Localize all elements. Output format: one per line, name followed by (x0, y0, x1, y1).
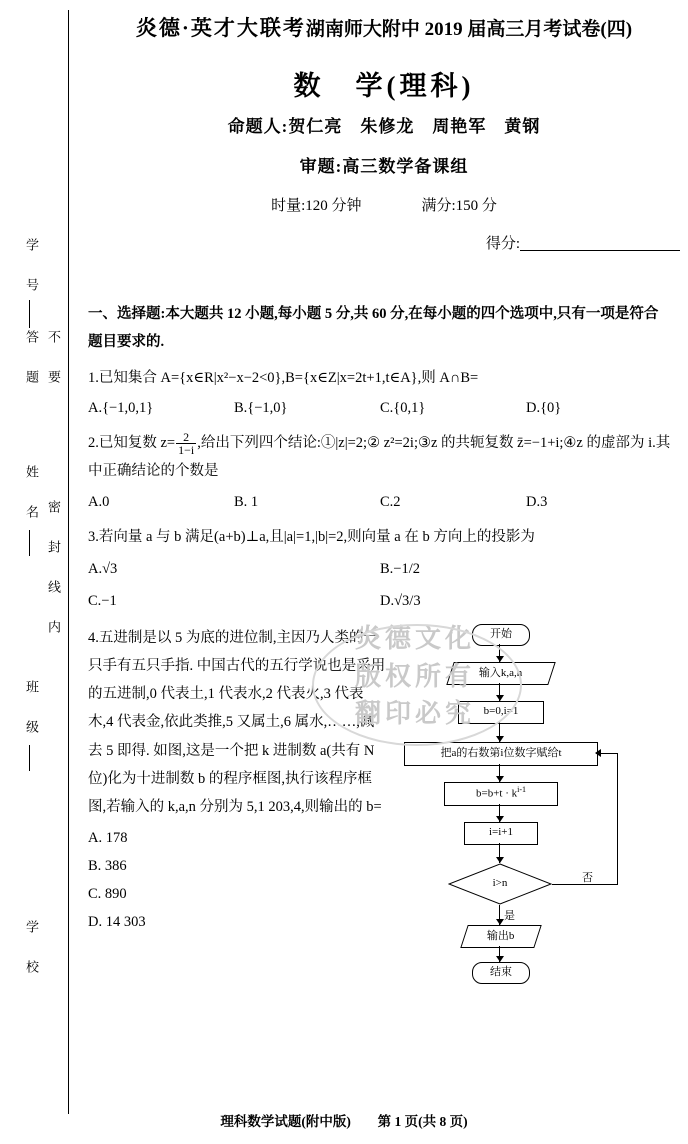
side-divider-2 (29, 530, 30, 556)
option-c[interactable]: C. 890 (88, 886, 127, 903)
side-label-xuehao: 学 号 (24, 238, 39, 297)
footer-page-number: 第 1 页(共 8 页) (377, 1114, 468, 1129)
question-3-options-row2 (88, 587, 672, 615)
option-b[interactable]: B. 386 (88, 857, 127, 874)
side-divider-3 (29, 745, 30, 771)
footer-edition: (附中版) (301, 1114, 351, 1129)
question-4-right (388, 624, 672, 978)
side-label-buyao: 不 要 (46, 330, 61, 389)
question-1-stem (88, 364, 672, 392)
question-1-text: 已知集合 A={x∈R|x²−x−2<0},B={x∈Z|x=2t+1,t∈A},则 A∩B= (98, 369, 479, 386)
makers-names: 贺仁亮 朱修龙 周艳军 黄钢 (288, 117, 541, 136)
question-3-text: 若向量 a 与 b 满足(a+b)⊥a,且|a|=1,|b|=2,则向量 a 在 b 方向上的投影为 (98, 528, 535, 545)
flowchart-no-label: 否 (582, 871, 593, 884)
option-a[interactable]: A.0 (88, 493, 110, 510)
watermark-line-2: 版权所有 (354, 661, 475, 691)
flowchart-diagram (388, 624, 672, 978)
question-1-number: 1. (88, 369, 99, 386)
makers-label: 命题人: (227, 117, 289, 136)
option-d[interactable]: D.{0} (526, 399, 562, 416)
question-4-number: 4. (88, 629, 99, 646)
question-3-number: 3. (88, 528, 99, 545)
flowchart-decision: i>n (448, 863, 552, 905)
fraction-2-over-1-minus-i: $\frac{2}{1-i}$ (178, 429, 195, 458)
brand-name: 炎德·英才大联考 (135, 16, 306, 40)
makers-line (88, 112, 680, 137)
section-desc: 本大题共 12 小题,每小题 5 分,共 60 分,在每小题的四个选项中,只有一项是符合题目要求的. (88, 306, 659, 351)
option-d[interactable]: D.3 (526, 493, 548, 510)
option-c[interactable]: C.−1 (88, 593, 117, 610)
flowchart-init: b=0,i=1 (458, 701, 544, 724)
exam-title: 湖南师大附中 2019 届高三月考试卷(四) (305, 19, 633, 40)
side-divider-1 (29, 300, 30, 328)
option-b[interactable]: B.−1/2 (380, 561, 421, 578)
side-label-mifengxian: 密 封 线 内 (46, 500, 61, 639)
side-margin-column (0, 0, 68, 1144)
question-2-text-a: 已知复数 z= (98, 435, 176, 452)
question-4 (88, 624, 672, 978)
score-label: 得分: (485, 236, 520, 252)
option-c[interactable]: C.2 (380, 493, 401, 510)
fullmarks-label: 满分:150 分 (421, 198, 497, 214)
score-field (88, 232, 680, 253)
question-4-left (88, 624, 388, 964)
flowchart-input: 输入k,a,n (446, 662, 555, 685)
question-2-number: 2. (88, 435, 99, 452)
option-d[interactable]: D.√3/3 (380, 593, 421, 610)
section-title: 一、选择题: (88, 306, 166, 322)
watermark-line-3: 翻印必究 (354, 699, 475, 729)
option-a[interactable]: A. 178 (88, 829, 128, 846)
option-d[interactable]: D. 14 303 (88, 914, 146, 931)
flowchart-increment: i=i+1 (464, 822, 538, 845)
option-c[interactable]: C.{0,1} (380, 399, 426, 416)
footer-subject: 理科数学试题 (220, 1114, 302, 1129)
question-1 (88, 364, 672, 423)
question-2 (88, 429, 672, 516)
side-label-daoti: 答 题 (24, 330, 39, 389)
exam-body (88, 300, 672, 978)
margin-rule (68, 10, 69, 1114)
page-title (88, 12, 680, 42)
question-4-text: 五进制是以 5 为底的进位制,主因乃人类的一只手有五只手指. 中国古代的五行学说也是采用的五进制,0 代表土,1 代表水,2 代表火,3 代表木,4 代表金,依此类推,5 又属土,6 属水,……,减去 5 即得. 如图,这是一个把 k 进制数 a(共有 N 位)化为十进制数 b 的程序框图,执行该程序框图,若输入的 k,a,n 分别为 5,1 203,4,则输出的 b= (88, 629, 386, 816)
score-blank[interactable] (520, 234, 680, 251)
section-heading (88, 300, 672, 357)
question-3-options-row1 (88, 555, 672, 583)
option-b[interactable]: B.{−1,0} (234, 399, 288, 416)
flowchart-yes-label: 是 (504, 909, 515, 922)
subject-title: 数 学(理科) (293, 71, 475, 101)
flowchart-end: 结束 (472, 962, 530, 984)
side-label-xuexiao: 学 校 (24, 920, 39, 979)
question-1-options (88, 394, 672, 422)
side-label-banji: 班 级 (24, 680, 39, 739)
question-4-options (88, 824, 388, 937)
question-2-stem (88, 429, 672, 486)
page-footer (0, 1110, 688, 1130)
flowchart-output: 输出b (460, 925, 541, 948)
question-4-stem (88, 624, 388, 822)
question-3 (88, 523, 672, 616)
question-2-text-b: ,给出下列四个结论:①|z|=2;② z²=2i;③z 的共轭复数 z̄=−1+i;④z 的虚部为 i.其中正确结论的个数是 (88, 435, 671, 480)
option-a[interactable]: A.{−1,0,1} (88, 399, 154, 416)
option-b[interactable]: B. 1 (234, 493, 259, 510)
option-a[interactable]: A.√3 (88, 561, 118, 578)
reviewer-line: 审题:高三数学备课组 (299, 157, 469, 176)
time-score-line (88, 194, 680, 215)
flowchart-accumulate: $b=b+t \cdot k^{i-1}$ (444, 782, 558, 806)
question-3-stem (88, 523, 672, 551)
watermark-line-1: 炎德文化 (354, 624, 475, 653)
flowchart-assign: 把a的右数第i位数字赋给t (404, 742, 598, 766)
flowchart-start: 开始 (472, 624, 530, 646)
duration-label: 时量:120 分钟 (271, 198, 362, 214)
side-label-xingming: 姓 名 (24, 465, 39, 524)
question-2-options (88, 488, 672, 516)
